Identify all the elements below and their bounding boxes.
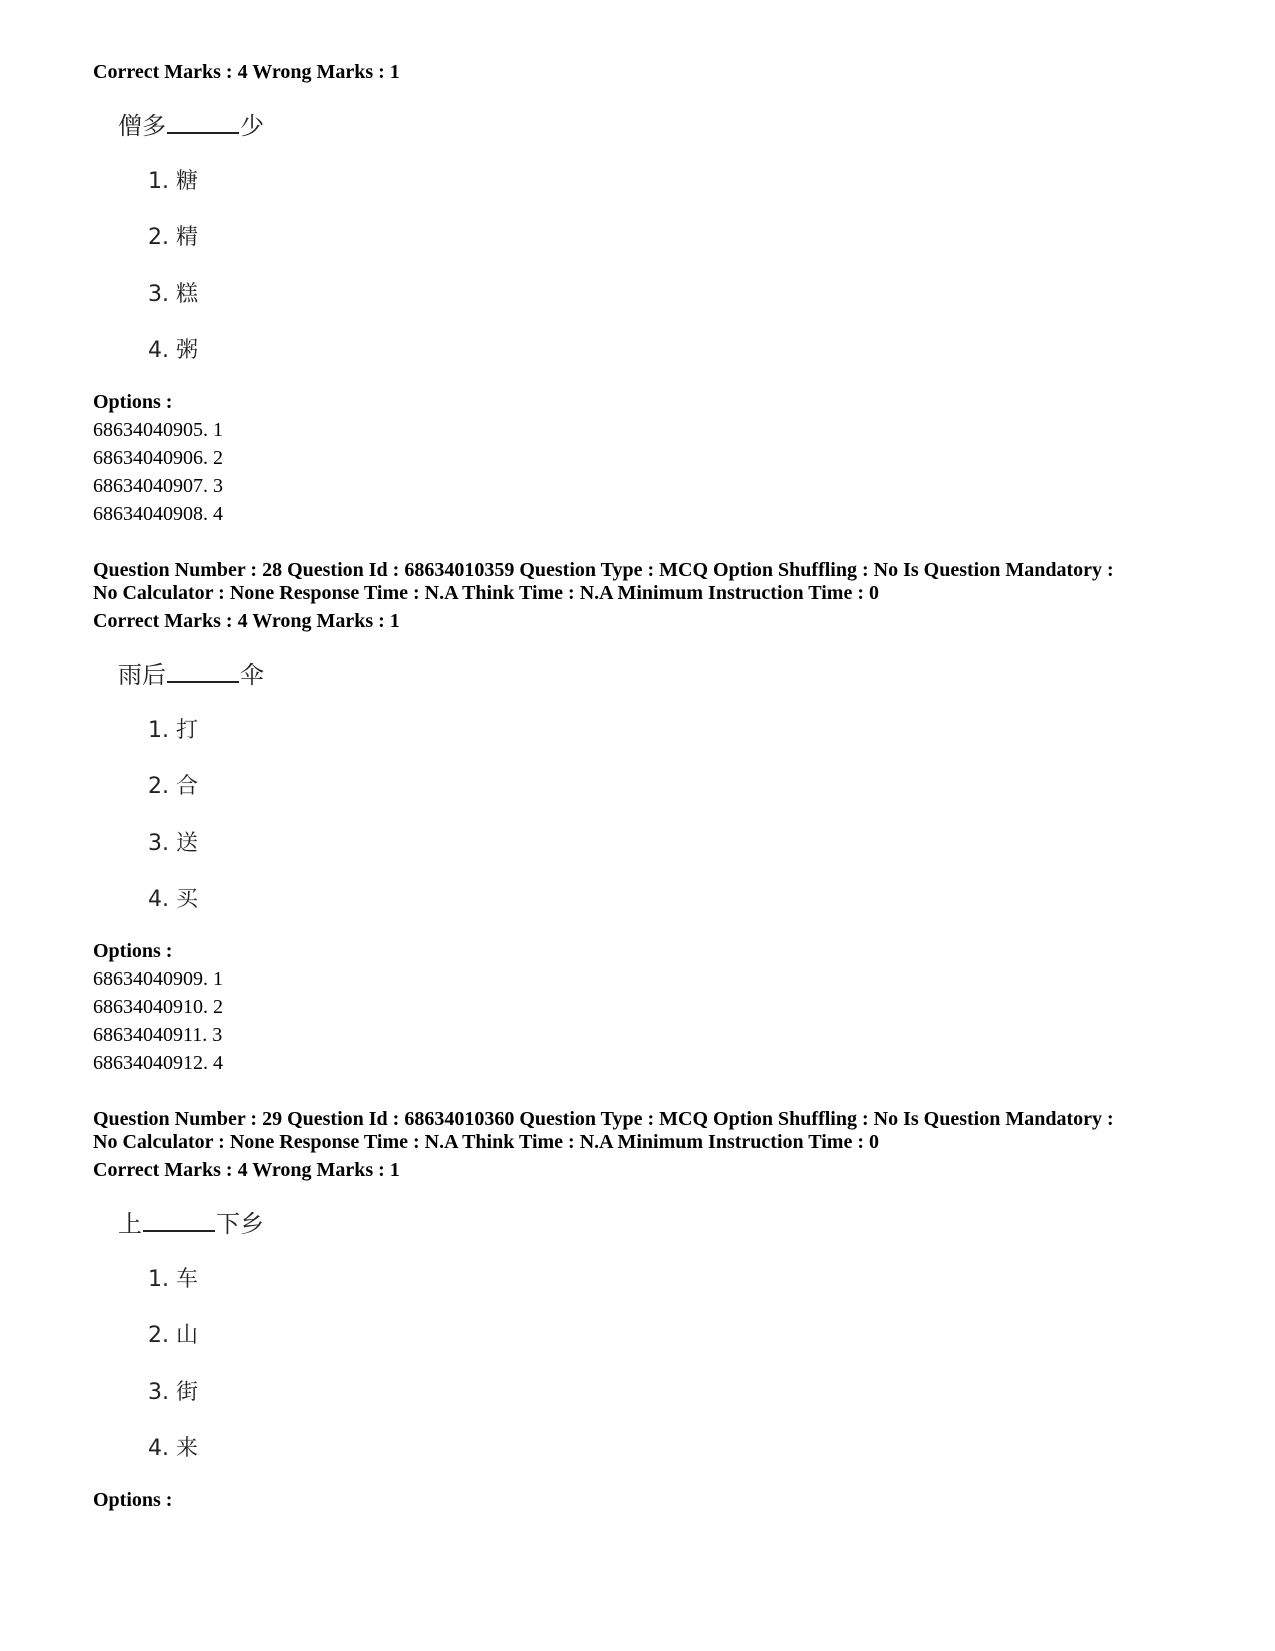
q29-stem-before: 上	[118, 1210, 142, 1238]
q28-choice-1: 1. 打	[148, 718, 198, 743]
q28-choice-4: 4. 买	[148, 887, 198, 912]
q27-option-1: 68634040905. 1	[93, 419, 223, 441]
q29-blank	[143, 1208, 215, 1232]
q27-choice-1: 1. 糖	[148, 169, 198, 194]
q29-header-line2: No Calculator : None Response Time : N.A Think Time : N.A Minimum Instruction Time : 0	[93, 1131, 879, 1153]
q29-choice-3: 3. 街	[148, 1380, 198, 1405]
q29-header-line1: Question Number : 29 Question Id : 68634010360 Question Type : MCQ Option Shuffling : No Is Question Mandatory :	[93, 1108, 1114, 1130]
q27-blank	[167, 110, 239, 134]
q28-options-label: Options :	[93, 940, 173, 962]
q27-options-label: Options :	[93, 391, 173, 413]
q28-blank	[167, 659, 239, 683]
q27-option-3: 68634040907. 3	[93, 475, 223, 497]
q27-choice-4: 4. 粥	[148, 338, 198, 363]
q28-option-1: 68634040909. 1	[93, 968, 223, 990]
q27-stem-after: 少	[240, 112, 264, 140]
q27-choice-3: 3. 糕	[148, 282, 198, 307]
q29-choice-2: 2. 山	[148, 1323, 198, 1348]
q28-header-line1: Question Number : 28 Question Id : 68634010359 Question Type : MCQ Option Shuffling : No Is Question Mandatory :	[93, 559, 1114, 581]
q27-option-2: 68634040906. 2	[93, 447, 223, 469]
q29-marks: Correct Marks : 4 Wrong Marks : 1	[93, 1159, 400, 1181]
q29-options-label: Options :	[93, 1489, 173, 1511]
q27-marks: Correct Marks : 4 Wrong Marks : 1	[93, 61, 400, 83]
q29-stem	[118, 1208, 264, 1239]
q27-option-4: 68634040908. 4	[93, 503, 223, 525]
q28-header-line2: No Calculator : None Response Time : N.A Think Time : N.A Minimum Instruction Time : 0	[93, 582, 879, 604]
q27-choice-2: 2. 精	[148, 225, 198, 250]
q27-stem	[118, 110, 264, 141]
q27-stem-before: 僧多	[118, 112, 166, 140]
q28-stem-after: 伞	[240, 661, 264, 689]
q28-option-4: 68634040912. 4	[93, 1052, 223, 1074]
q28-marks: Correct Marks : 4 Wrong Marks : 1	[93, 610, 400, 632]
q28-option-3: 68634040911. 3	[93, 1024, 223, 1046]
q28-stem-before: 雨后	[118, 661, 166, 689]
q28-choice-2: 2. 合	[148, 774, 198, 799]
q28-stem	[118, 659, 264, 690]
q29-choice-4: 4. 来	[148, 1436, 198, 1461]
q28-choice-3: 3. 送	[148, 831, 198, 856]
q28-option-2: 68634040910. 2	[93, 996, 223, 1018]
q29-stem-after: 下乡	[216, 1210, 264, 1238]
q29-choice-1: 1. 车	[148, 1267, 198, 1292]
